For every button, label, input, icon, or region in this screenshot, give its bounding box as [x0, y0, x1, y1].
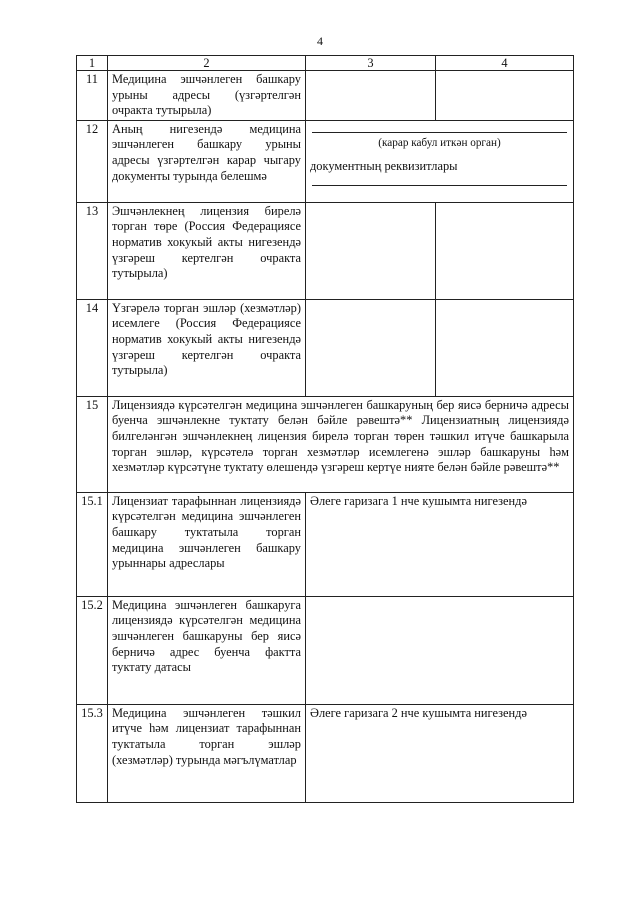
row-15	[77, 396, 574, 492]
row-label: Лицензиат тарафыннан лицензиядә күрсәтелгән медицина эшчәнлеген башкару туктатыла торган медицина эшчәнлеген башкару урыннары адреслары	[108, 492, 306, 596]
row-number: 12	[77, 120, 108, 202]
col-header-2: 2	[108, 56, 306, 71]
value-cell-col4[interactable]	[436, 202, 574, 299]
row-value: Әлеге гаризага 1 нче кушымта нигезендә	[306, 492, 574, 596]
row-number: 15.1	[77, 492, 108, 596]
row-15-2	[77, 596, 574, 704]
row-value: Әлеге гаризага 2 нче кушымта нигезендә	[306, 704, 574, 802]
value-cell-col4[interactable]	[436, 71, 574, 121]
row-13	[77, 202, 574, 299]
row-number: 15.3	[77, 704, 108, 802]
row-number: 13	[77, 202, 108, 299]
row-label: Лицензиядә күрсәтелгән медицина эшчәнлеген башкаруның бер яисә берничә адресы буенча эшчәнлекне туктату белән бәйле рәвештә** Лицензиатның лицензиядә билгеләнгән эшчәнлекнең лицензия бирелә торган төрен тәшкил итүче башкарыла торган эшләр, күрсәтелә торган хезмәтләр исемлегенә эшләр башкаруны һәм хезмәтләр күрсәтүне туктату өлешендә үзгәреш кертүе нияте белән бәйле рәвештә**	[108, 396, 574, 492]
organ-caption: (карар кабул иткән орган)	[378, 136, 501, 149]
application-form-table	[76, 55, 574, 803]
value-cell-col3[interactable]	[306, 202, 436, 299]
row-15-1	[77, 492, 574, 596]
row-label: Медицина эшчәнлеген тәшкил итүче һәм лицензиат тарафыннан туктатыла торган эшләр (хезмәтләр) турында мәгълүматлар	[108, 704, 306, 802]
value-cell[interactable]	[306, 596, 574, 704]
col-header-3: 3	[306, 56, 436, 71]
header-row	[77, 56, 574, 71]
document-details-label: документның реквизитлары	[310, 159, 458, 174]
row-11	[77, 71, 574, 121]
row-number: 14	[77, 299, 108, 396]
row-number: 11	[77, 71, 108, 121]
value-cell-col4[interactable]	[436, 299, 574, 396]
row-number: 15	[77, 396, 108, 492]
row-12	[77, 120, 574, 202]
page-number: 4	[317, 34, 323, 48]
value-cell-col3[interactable]	[306, 299, 436, 396]
col-header-1: 1	[77, 56, 108, 71]
row-15-3	[77, 704, 574, 802]
row-label: Медицина эшчәнлеген башкару урыны адресы (үзгәртелгән очракта тутырыла)	[108, 71, 306, 121]
organ-line	[312, 122, 567, 133]
row-number: 15.2	[77, 596, 108, 704]
row-label: Үзгәрелә торган эшләр (хезмәтләр) исемлеге (Россия Федерациясе норматив хокукый акты нигезендә үзгәреш кертелгән очракта тутырыла)	[108, 299, 306, 396]
row-label: Аның нигезендә медицина эшчәнлеген башкару урыны адресы үзгәртелгән карар чыгару документы турында белешмә	[108, 120, 306, 202]
row-14	[77, 299, 574, 396]
value-cell-col3[interactable]	[306, 71, 436, 121]
col-header-4: 4	[436, 56, 574, 71]
document-details-line	[312, 175, 567, 186]
row-label: Медицина эшчәнлеген башкаруга лицензиядә күрсәтелгән медицина эшчәнлеген башкаруны бер яисә берничә адрес буенча фактта туктату датасы	[108, 596, 306, 704]
row-label: Эшчәнлекнең лицензия бирелә торган төре (Россия Федерациясе норматив хокукый акты нигезендә үзгәреш кертелгән очракта тутырыла)	[108, 202, 306, 299]
organ-document-cell[interactable]	[306, 120, 574, 202]
